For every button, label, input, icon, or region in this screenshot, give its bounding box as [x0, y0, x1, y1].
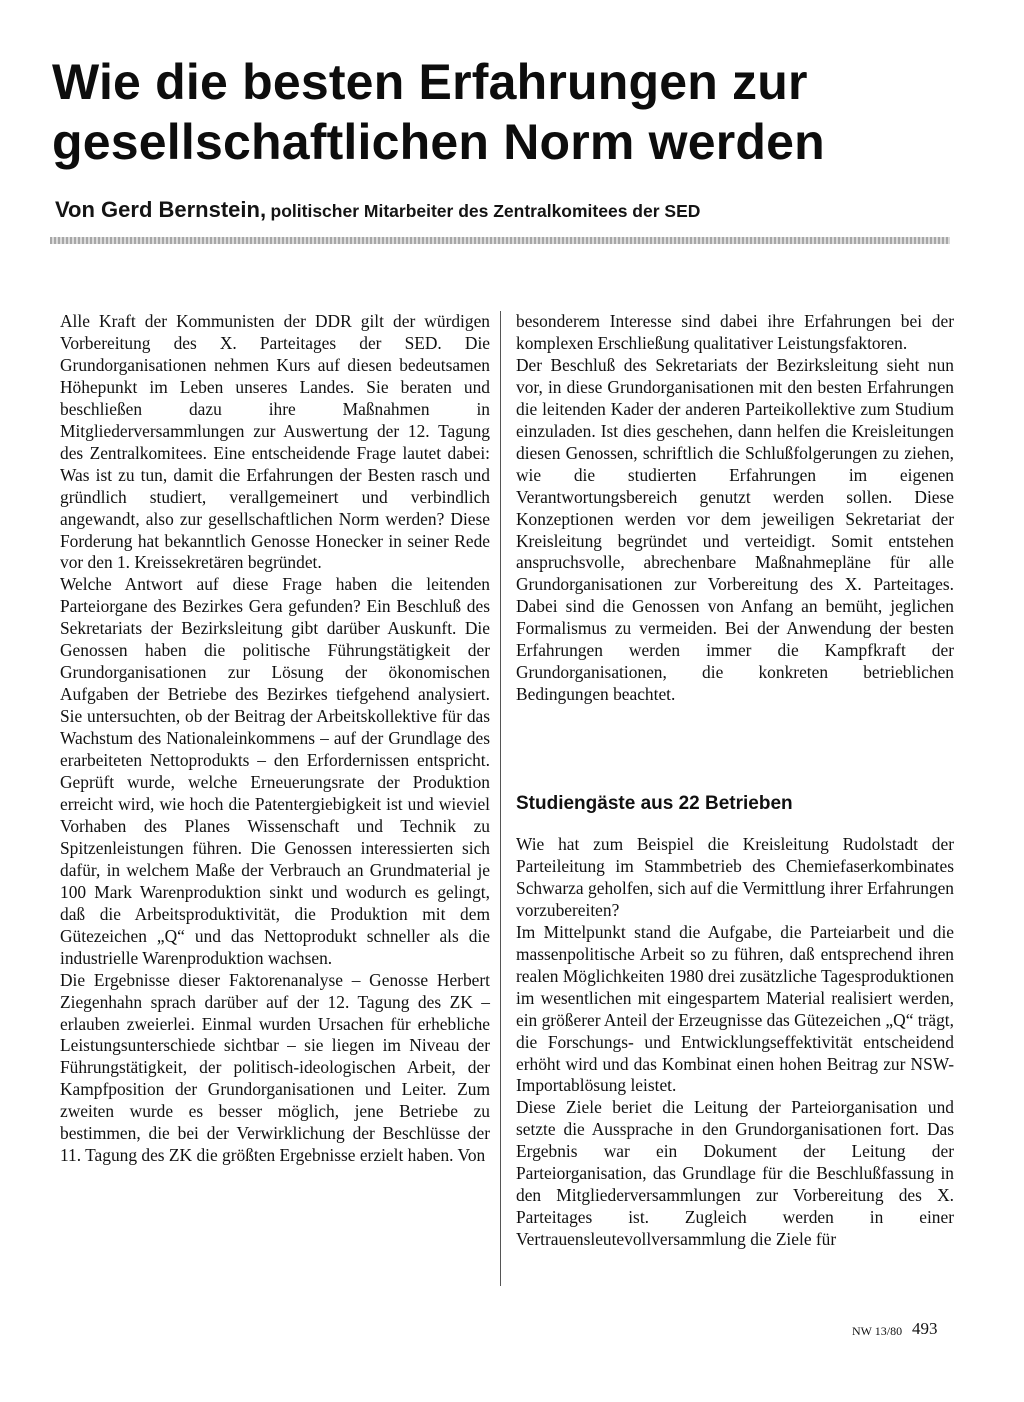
section-subheading: Studiengäste aus 22 Betrieben: [516, 793, 793, 814]
column-divider: [500, 311, 501, 1286]
paragraph: Diese Ziele beriet die Leitung der Parteiorganisation und setzte die Aussprache in den Grundorganisationen fort. Das Ergebnis war ein Dokument der Leitung der Parteiorganisation, das Grundlage für die Beschlußfassung in den Mitgliederversammlungen zur Vorbereitung des X. Parteitages ist. Zugleich werden in einer Vertrauensleutevollversammlung die Ziele für: [516, 1097, 954, 1250]
issue-label: NW 13/80: [852, 1324, 903, 1338]
paragraph: Alle Kraft der Kommunisten der DDR gilt der würdigen Vorbereitung des X. Parteitages der SED. Die Grundorganisationen nehmen Kurs auf diesen bedeutsamen Höhepunkt im Leben unseres Landes. Sie beraten und beschließen dazu ihre Maßnahmen in Mitgliederversammlungen zur Auswertung der 12. Tagung des Zentralkomitees. Eine entscheidende Frage lautet dabei: Was ist zu tun, damit die Erfahrungen der Besten rasch und gründlich studiert, verallgemeinert und verbindlich angewandt, also zur gesellschaftlichen Norm werden? Diese Forderung hat bekanntlich Genosse Honecker in seiner Rede vor den 1. Kreissekretären begründet.: [60, 311, 490, 573]
byline: [55, 197, 955, 223]
column-left: [60, 311, 490, 1167]
byline-author: Von Gerd Bernstein,: [55, 197, 267, 222]
article-title: Wie die besten Erfahrungen zur gesellschaftlichen Norm werden: [52, 54, 825, 170]
paragraph: Im Mittelpunkt stand die Aufgabe, die Parteiarbeit und die massenpolitische Arbeit so zu führen, daß entsprechend ihren realen Möglichkeiten 1980 drei zusätzliche Tagesproduktionen im wesentlichen mit eingespartem Material realisiert werden, ein größerer Anteil der Erzeugnisse das Gütezeichen „Q“ trägt, die Forschungs- und Entwicklungseffektivität entscheidend erhöht wird und das Kombinat einen hohen Beitrag zur NSW-Importablösung leistet.: [516, 921, 954, 1096]
paragraph: Welche Antwort auf diese Frage haben die leitenden Parteiorgane des Bezirkes Gera gefunden? Ein Beschluß des Sekretariats der Bezirksleitung gibt darüber Auskunft. Die Genossen haben die politische Führungstätigkeit der Grundorganisationen zur Lösung der ökonomischen Aufgaben der Betriebe des Bezirkes tiefgehend analysiert. Sie untersuchten, ob der Beitrag der Arbeitskollektive für das Wachstum des Nationaleinkommens – auf der Grundlage des erarbeiteten Nettoprodukts – den Erfordernissen entspricht. Geprüft wurde, welche Erneuerungsrate der Produktion erreicht wird, wie hoch die Patentergiebigkeit ist und wieviel Vorhaben des Planes Wissenschaft und Technik zu Spitzenleistungen führen. Die Genossen interessierten sich dafür, in welchem Maße der Verbrauch an Grundmaterial je 100 Mark Warenproduktion sinkt und wodurch es gelingt, daß die Arbeitsproduktivität, die Produktion mit dem Gütezeichen „Q“ und das Nettoprodukt schneller als die industrielle Warenproduktion wachsen.: [60, 574, 490, 968]
page-number: 493: [912, 1319, 938, 1338]
paragraph: Der Beschluß des Sekretariats der Bezirksleitung sieht nun vor, in diese Grundorganisationen mit den besten Erfahrungen die leitenden Kader der anderen Parteikollektive zum Studium einzuladen. Ist dies geschehen, dann helfen die Kreisleitungen diesen Genossen, schriftlich die Schlußfolgerungen zu ziehen, wie die studierten Erfahrungen im eigenen Verantwortungsbereich genutzt werden sollen. Diese Konzeptionen werden vor dem jeweiligen Sekretariat der Kreisleitung begründet und verteidigt. Somit entstehen anspruchsvolle, abrechenbare Maßnahmepläne für alle Grundorganisationen zur Vorbereitung des X. Parteitages. Dabei sind die Genossen von Anfang an bemüht, jeglichen Formalismus zu vermeiden. Bei der Anwendung der besten Erfahrungen werden immer die Kampfkraft der Grundorganisationen, die konkreten betrieblichen Bedingungen beachtet.: [516, 354, 954, 705]
column-right-bottom: [516, 834, 954, 1251]
paragraph: besonderem Interesse sind dabei ihre Erfahrungen bei der komplexen Erschließung qualitativer Leistungsfaktoren.: [516, 311, 954, 353]
byline-role: politischer Mitarbeiter des Zentralkomitees der SED: [270, 201, 701, 221]
title-rule-divider: [50, 237, 950, 244]
column-right-top: [516, 311, 954, 706]
paragraph: Wie hat zum Beispiel die Kreisleitung Rudolstadt der Parteileitung im Stammbetrieb des Chemiefaserkombinates Schwarza geholfen, sich auf die Vermittlung ihrer Erfahrungen vorzubereiten?: [516, 834, 954, 920]
paragraph: Die Ergebnisse dieser Faktorenanalyse – Genosse Herbert Ziegenhahn sprach darüber auf der 12. Tagung des ZK – erlauben zweierlei. Einmal wurden Ursachen für erhebliche Leistungsunterschiede sichtbar – sie liegen im Niveau der Führungstätigkeit, der politisch-ideologischen Arbeit, der Kampfposition der Grundorganisationen und Leiter. Zum zweiten wurde es besser möglich, jene Betriebe zu bestimmen, die bei der Verwirklichung der Beschlüsse der 11. Tagung des ZK die größten Ergebnisse erzielt haben. Von: [60, 969, 490, 1166]
